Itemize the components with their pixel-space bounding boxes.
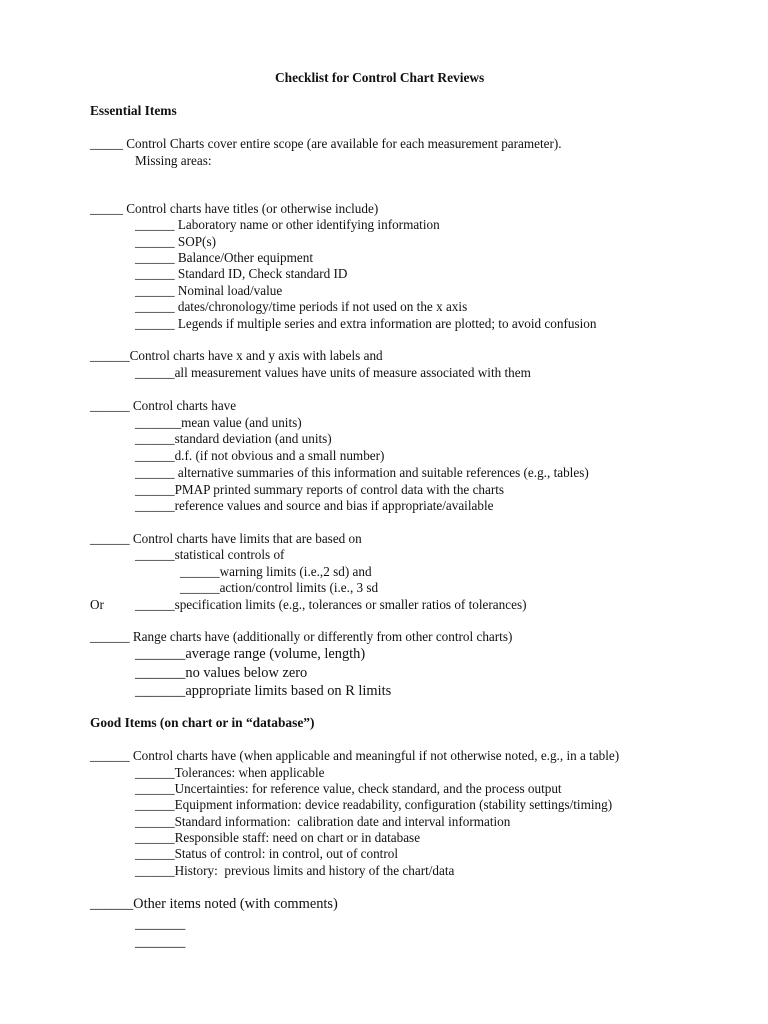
checklist-subitem: ______ Laboratory name or other identifying information — [135, 217, 440, 232]
missing-areas-label: Missing areas: — [135, 153, 212, 168]
checklist-item-range: ______ Range charts have (additionally or differently from other control charts) — [90, 629, 513, 644]
checklist-item-scope: _____ Control Charts cover entire scope (are available for each measurement parameter). — [90, 136, 562, 151]
checklist-subitem: ______Status of control: in control, out of control — [135, 846, 398, 861]
checklist-subitem: ______ Legends if multiple series and extra information are plotted; to avoid confusion — [135, 316, 597, 331]
checklist-subitem: ______PMAP printed summary reports of control data with the charts — [135, 482, 505, 497]
checklist-subitem: ______reference values and source and bias if appropriate/available — [135, 498, 494, 513]
checklist-subitem: _______average range (volume, length) — [135, 646, 366, 662]
blank-line: _______ — [135, 934, 186, 950]
checklist-item-axis: ______Control charts have x and y axis with labels and — [90, 348, 383, 363]
checklist-subitem: _______mean value (and units) — [135, 415, 302, 430]
checklist-subitem: ______History: previous limits and history of the chart/data — [135, 863, 455, 878]
checklist-item-other: ______Other items noted (with comments) — [90, 896, 338, 912]
checklist-item-good: ______ Control charts have (when applicable and meaningful if not otherwise noted, e.g., in a table) — [90, 748, 620, 763]
checklist-subitem: ______ dates/chronology/time periods if not used on the x axis — [135, 299, 468, 314]
checklist-subitem: ______ Balance/Other equipment — [135, 250, 313, 265]
blank-line: _______ — [135, 916, 186, 932]
checklist-subitem: ______Responsible staff: need on chart or in database — [135, 830, 421, 845]
or-label: Or — [90, 597, 104, 612]
checklist-item-titles: _____ Control charts have titles (or otherwise include) — [90, 201, 379, 216]
checklist-subitem: ______statistical controls of — [135, 547, 285, 562]
checklist-subitem: ______Tolerances: when applicable — [135, 765, 325, 780]
document-title: Checklist for Control Chart Reviews — [275, 70, 485, 85]
checklist-subitem: _______no values below zero — [135, 665, 308, 681]
checklist-subitem: ______Standard information: calibration date and interval information — [135, 814, 511, 829]
essential-items-heading: Essential Items — [90, 103, 177, 118]
checklist-subitem: ______ alternative summaries of this information and suitable references (e.g., tables) — [135, 465, 589, 480]
checklist-subitem: ______ Standard ID, Check standard ID — [135, 266, 348, 281]
checklist-item-limits: ______ Control charts have limits that are based on — [90, 531, 362, 546]
checklist-subitem: ______ Nominal load/value — [135, 283, 283, 298]
checklist-subitem: ______ SOP(s) — [135, 234, 216, 249]
checklist-subitem: ______all measurement values have units of measure associated with them — [135, 365, 531, 380]
checklist-subitem: ______standard deviation (and units) — [135, 431, 332, 446]
checklist-subitem: ______Uncertainties: for reference value, check standard, and the process output — [135, 781, 562, 796]
checklist-subitem: ______specification limits (e.g., tolerances or smaller ratios of tolerances) — [135, 597, 527, 612]
checklist-subitem: _______appropriate limits based on R limits — [135, 683, 392, 699]
good-items-heading: Good Items (on chart or in “database”) — [90, 715, 315, 730]
checklist-item-have: ______ Control charts have — [90, 398, 237, 413]
checklist-subsubitem: ______action/control limits (i.e., 3 sd — [180, 580, 379, 595]
checklist-subsubitem: ______warning limits (i.e.,2 sd) and — [180, 564, 372, 579]
checklist-subitem: ______Equipment information: device readability, configuration (stability settings/timing) — [135, 797, 613, 812]
checklist-subitem: ______d.f. (if not obvious and a small number) — [135, 448, 385, 463]
